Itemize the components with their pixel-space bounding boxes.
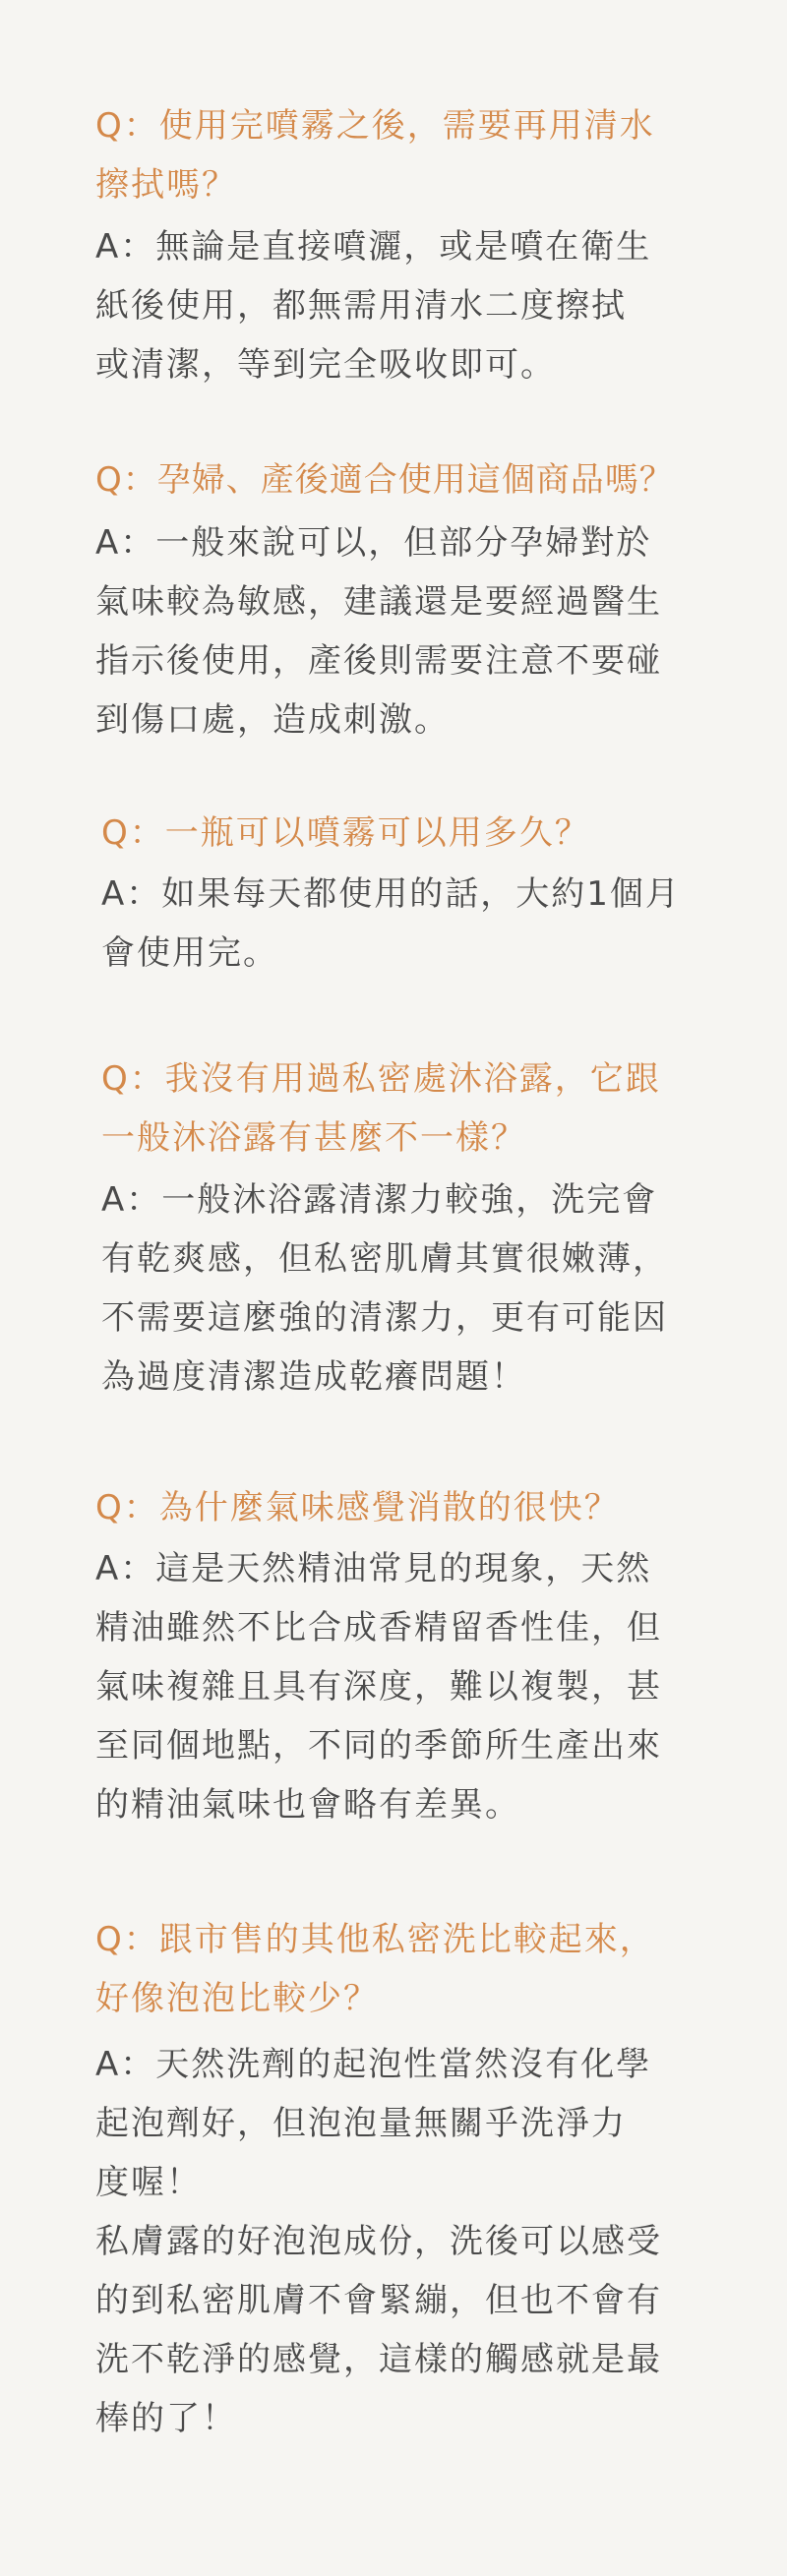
faq-4-question-line-2: 一般沐浴露有甚麼不一樣？ <box>101 1118 526 1158</box>
faq-4-question-line-1: Q：我沒有用過私密處沐浴露，它跟 <box>101 1059 661 1099</box>
faq-6-answer-line-3: 度喔！ <box>95 2163 202 2202</box>
faq-1-question-line-1: Q：使用完噴霧之後，需要再用清水 <box>95 106 655 146</box>
faq-2-answer-line-1: A：一般來說可以，但部分孕婦對於 <box>95 523 652 563</box>
faq-6-answer-line-2: 起泡劑好，但泡泡量無關乎洗淨力 <box>95 2104 627 2143</box>
faq-3-answer-line-1: A：如果每天都使用的話，大約1個月 <box>101 874 681 914</box>
faq-6-question-line-1: Q：跟市售的其他私密洗比較起來， <box>95 1920 655 1959</box>
faq-1-answer-line-1: A：無論是直接噴灑，或是噴在衛生 <box>95 227 652 267</box>
faq-5-answer-line-2: 精油雖然不比合成香精留香性佳，但 <box>95 1608 662 1647</box>
faq-6-answer-line-1: A：天然洗劑的起泡性當然沒有化學 <box>95 2045 652 2084</box>
faq-2-answer-line-2: 氣味較為敏感，建議還是要經過醫生 <box>95 582 662 622</box>
faq-1-answer-line-3: 或清潔，等到完全吸收即可。 <box>95 345 556 385</box>
faq-6-answer-line-5: 的到私密肌膚不會緊繃，但也不會有 <box>95 2281 662 2320</box>
faq-4-answer-line-1: A：一般沐浴露清潔力較強，洗完會 <box>101 1180 658 1220</box>
faq-1-question-line-2: 擦拭嗎？ <box>95 165 237 205</box>
faq-4-answer-line-2: 有乾爽感，但私密肌膚其實很嫩薄， <box>101 1239 668 1279</box>
faq-6-answer-line-7: 棒的了！ <box>95 2399 237 2438</box>
faq-5-question-line-1: Q：為什麼氣味感覺消散的很快？ <box>95 1488 620 1528</box>
faq-4-answer-line-4: 為過度清潔造成乾癢問題！ <box>101 1357 526 1397</box>
faq-5-answer-line-4: 至同個地點，不同的季節所生產出來 <box>95 1726 662 1766</box>
faq-2-answer-line-3: 指示後使用，產後則需要注意不要碰 <box>95 641 662 681</box>
faq-2-question-line-1: Q：孕婦、產後適合使用這個商品嗎？ <box>95 460 674 500</box>
faq-3-question-line-1: Q：一瓶可以噴霧可以用多久？ <box>101 813 590 853</box>
faq-6-answer-line-6: 洗不乾淨的感覺，這樣的觸感就是最 <box>95 2340 662 2379</box>
faq-6-answer-line-4: 私膚露的好泡泡成份，洗後可以感受 <box>95 2222 662 2261</box>
faq-6-question-line-2: 好像泡泡比較少？ <box>95 1979 379 2018</box>
faq-4-answer-line-3: 不需要這麼強的清潔力，更有可能因 <box>101 1298 668 1338</box>
faq-5-answer-line-1: A：這是天然精油常見的現象，天然 <box>95 1549 652 1588</box>
faq-5-answer-line-3: 氣味複雜且具有深度，難以複製，甚 <box>95 1667 662 1707</box>
faq-2-answer-line-4: 到傷口處，造成刺激。 <box>95 700 450 740</box>
faq-3-answer-line-2: 會使用完。 <box>101 933 278 973</box>
faq-1-answer-line-2: 紙後使用，都無需用清水二度擦拭 <box>95 286 627 326</box>
faq-5-answer-line-5: 的精油氣味也會略有差異。 <box>95 1785 520 1825</box>
